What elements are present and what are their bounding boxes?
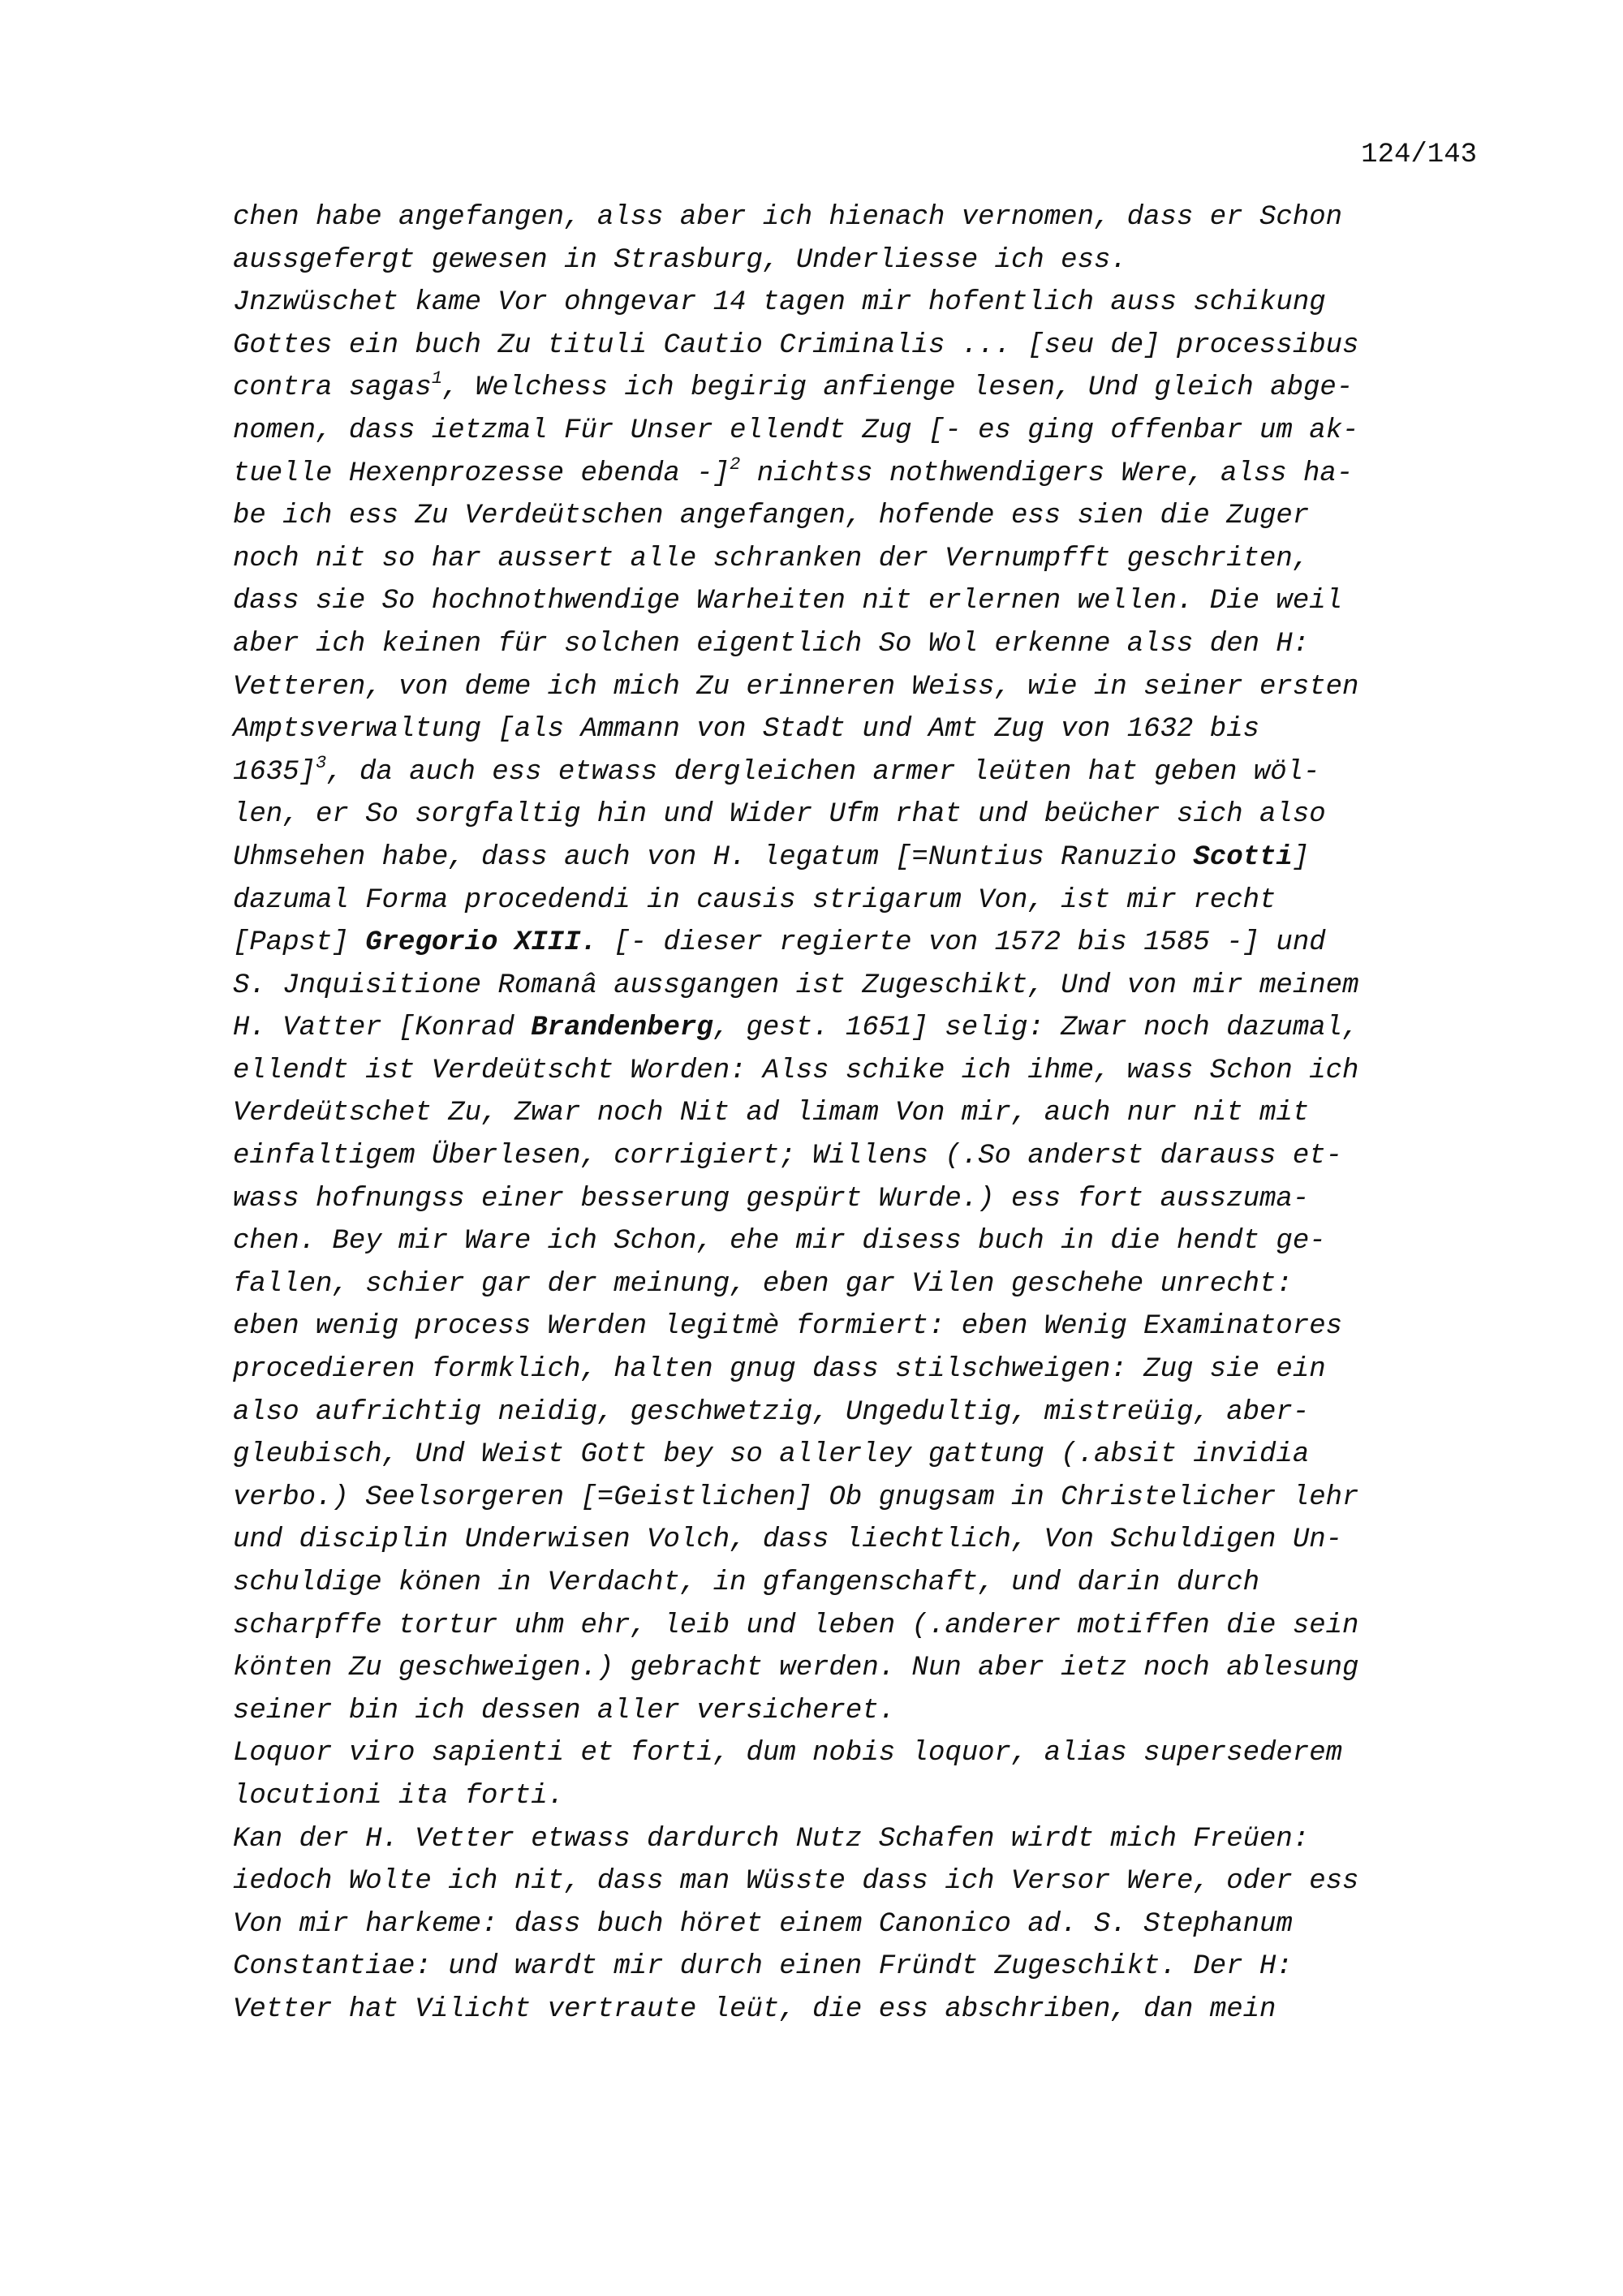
text-line: Constantiae: und wardt mir durch einen Fründt Zugeschikt. Der H:	[233, 1951, 1293, 1983]
line-segment: H. Vatter [Konrad	[233, 1013, 532, 1044]
text-line: dass sie So hochnothwendige Warheiten nit erlernen wellen. Die weil	[233, 586, 1343, 617]
text-line: S. Jnquisitione Romanâ aussgangen ist Zugeschikt, Und von mir meinem	[233, 970, 1359, 1001]
line-segment: contra sagas	[233, 372, 432, 404]
text-line: Vetteren, von deme ich mich Zu erinneren Weiss, wie in seiner ersten	[233, 671, 1359, 703]
text-line: fallen, schier gar der meinung, eben gar Vilen geschehe unrecht:	[233, 1268, 1293, 1300]
line-segment: nichtss nothwendigers Were, alss ha-	[740, 458, 1354, 489]
bold-name: Scotti	[1193, 841, 1293, 873]
text-line: einfaltigem Überlesen, corrigiert; Willens (.So anderst darauss et-	[233, 1141, 1343, 1172]
text-line: Verdeütschet Zu, Zwar noch Nit ad limam Von mir, auch nur nit mit	[233, 1098, 1310, 1129]
text-line: verbo.) Seelsorgeren [=Geistlichen] Ob gnugsam in Christelicher lehr	[233, 1481, 1359, 1513]
text-line: könten Zu geschweigen.) gebracht werden. Nun aber ietz noch ablesung	[233, 1653, 1359, 1684]
text-line: seiner bin ich dessen aller versicheret.	[233, 1695, 896, 1726]
text-line: aussgefergt gewesen in Strasburg, Underliesse ich ess.	[233, 244, 1127, 276]
footnote-marker: 2	[730, 454, 741, 475]
text-line: chen habe angefangen, alss aber ich hienach vernomen, dass er Schon	[233, 202, 1343, 233]
text-line: nomen, dass ietzmal Für Unser ellendt Zug [- es ging offenbar um ak-	[233, 415, 1359, 446]
line-segment: Uhmsehen habe, dass auch von H. legatum [=Nuntius Ranuzio	[233, 841, 1194, 873]
page-number: 124/143	[1361, 140, 1477, 170]
line-segment: [Papst]	[233, 927, 366, 959]
bold-name: Brandenberg	[531, 1013, 713, 1044]
text-line	[233, 453, 1499, 496]
text-line: be ich ess Zu Verdeütschen angefangen, hofende ess sien die Zuger	[233, 501, 1310, 532]
text-line: Jnzwüschet kame Vor ohngevar 14 tagen mir hofentlich auss schikung	[233, 287, 1326, 319]
text-line: eben wenig process Werden legitmè formiert: eben Wenig Examinatores	[233, 1311, 1343, 1343]
text-line: gleubisch, Und Weist Gott bey so allerley gattung (.absit invidia	[233, 1439, 1310, 1471]
line-segment: , da auch ess etwass dergleichen armer leüten hat geben wöl-	[326, 756, 1320, 788]
line-segment: , Welchess ich begirig anfienge lesen, Und gleich abge-	[442, 372, 1354, 404]
text-line: Kan der H. Vetter etwass dardurch Nutz Schafen wirdt mich Freüen:	[233, 1823, 1310, 1855]
text-line: dazumal Forma procedendi in causis strigarum Von, ist mir recht	[233, 884, 1276, 916]
letter-text	[233, 196, 1499, 2032]
line-segment: [- dieser regierte von 1572 bis 1585 -] und	[596, 927, 1326, 959]
text-line: procedieren formklich, halten gnug dass stilschweigen: Zug sie ein	[233, 1354, 1326, 1386]
text-line	[233, 836, 1499, 879]
text-line: locutioni ita forti.	[233, 1780, 565, 1812]
text-line: ellendt ist Verdeütscht Worden: Alss schike ich ihme, wass Schon ich	[233, 1055, 1359, 1086]
text-line: Amptsverwaltung [als Ammann von Stadt und Amt Zug von 1632 bis	[233, 714, 1260, 746]
text-line	[233, 1007, 1499, 1050]
text-line: noch nit so har aussert alle schranken der Vernumpfft geschriten,	[233, 543, 1310, 574]
line-segment: tuelle Hexenprozesse ebenda -]	[233, 458, 730, 489]
text-line: len, er So sorgfaltig hin und Wider Ufm rhat und beücher sich also	[233, 799, 1326, 831]
text-line: Von mir harkeme: dass buch höret einem Canonico ad. S. Stephanum	[233, 1908, 1293, 1940]
text-line: und disciplin Underwisen Volch, dass liechtlich, Von Schuldigen Un-	[233, 1524, 1343, 1556]
text-line: chen. Bey mir Ware ich Schon, ehe mir disess buch in die hendt ge-	[233, 1226, 1326, 1258]
line-segment: 1635]	[233, 756, 316, 788]
text-line: aber ich keinen für solchen eigentlich So Wol erkenne alss den H:	[233, 628, 1310, 660]
text-line: schuldige könen in Verdacht, in gfangenschaft, und darin durch	[233, 1567, 1260, 1598]
text-line: Loquor viro sapienti et forti, dum nobis loquor, alias supersederem	[233, 1738, 1343, 1769]
text-line: wass hofnungss einer besserung gespürt Wurde.) ess fort ausszuma-	[233, 1183, 1310, 1215]
bold-name: Gregorio XIII.	[365, 927, 597, 959]
text-line: Gottes ein buch Zu tituli Cautio Criminalis ... [seu de] processibus	[233, 329, 1359, 361]
text-line: also aufrichtig neidig, geschwetzig, Ungedultig, mistreüig, aber-	[233, 1396, 1310, 1428]
footnote-marker: 1	[431, 368, 443, 389]
text-line	[233, 922, 1499, 965]
text-line: iedoch Wolte ich nit, dass man Wüsste dass ich Versor Were, oder ess	[233, 1866, 1359, 1898]
footnote-marker: 3	[316, 752, 327, 773]
line-segment: , gest. 1651] selig: Zwar noch dazumal,	[712, 1013, 1359, 1044]
text-line: scharpffe tortur uhm ehr, leib und leben (.anderer motiffen die sein	[233, 1610, 1359, 1641]
text-line	[233, 367, 1499, 410]
line-segment: ]	[1292, 841, 1310, 873]
text-line	[233, 751, 1499, 794]
text-line: Vetter hat Vilicht vertraute leüt, die ess abschriben, dan mein	[233, 1993, 1276, 2025]
